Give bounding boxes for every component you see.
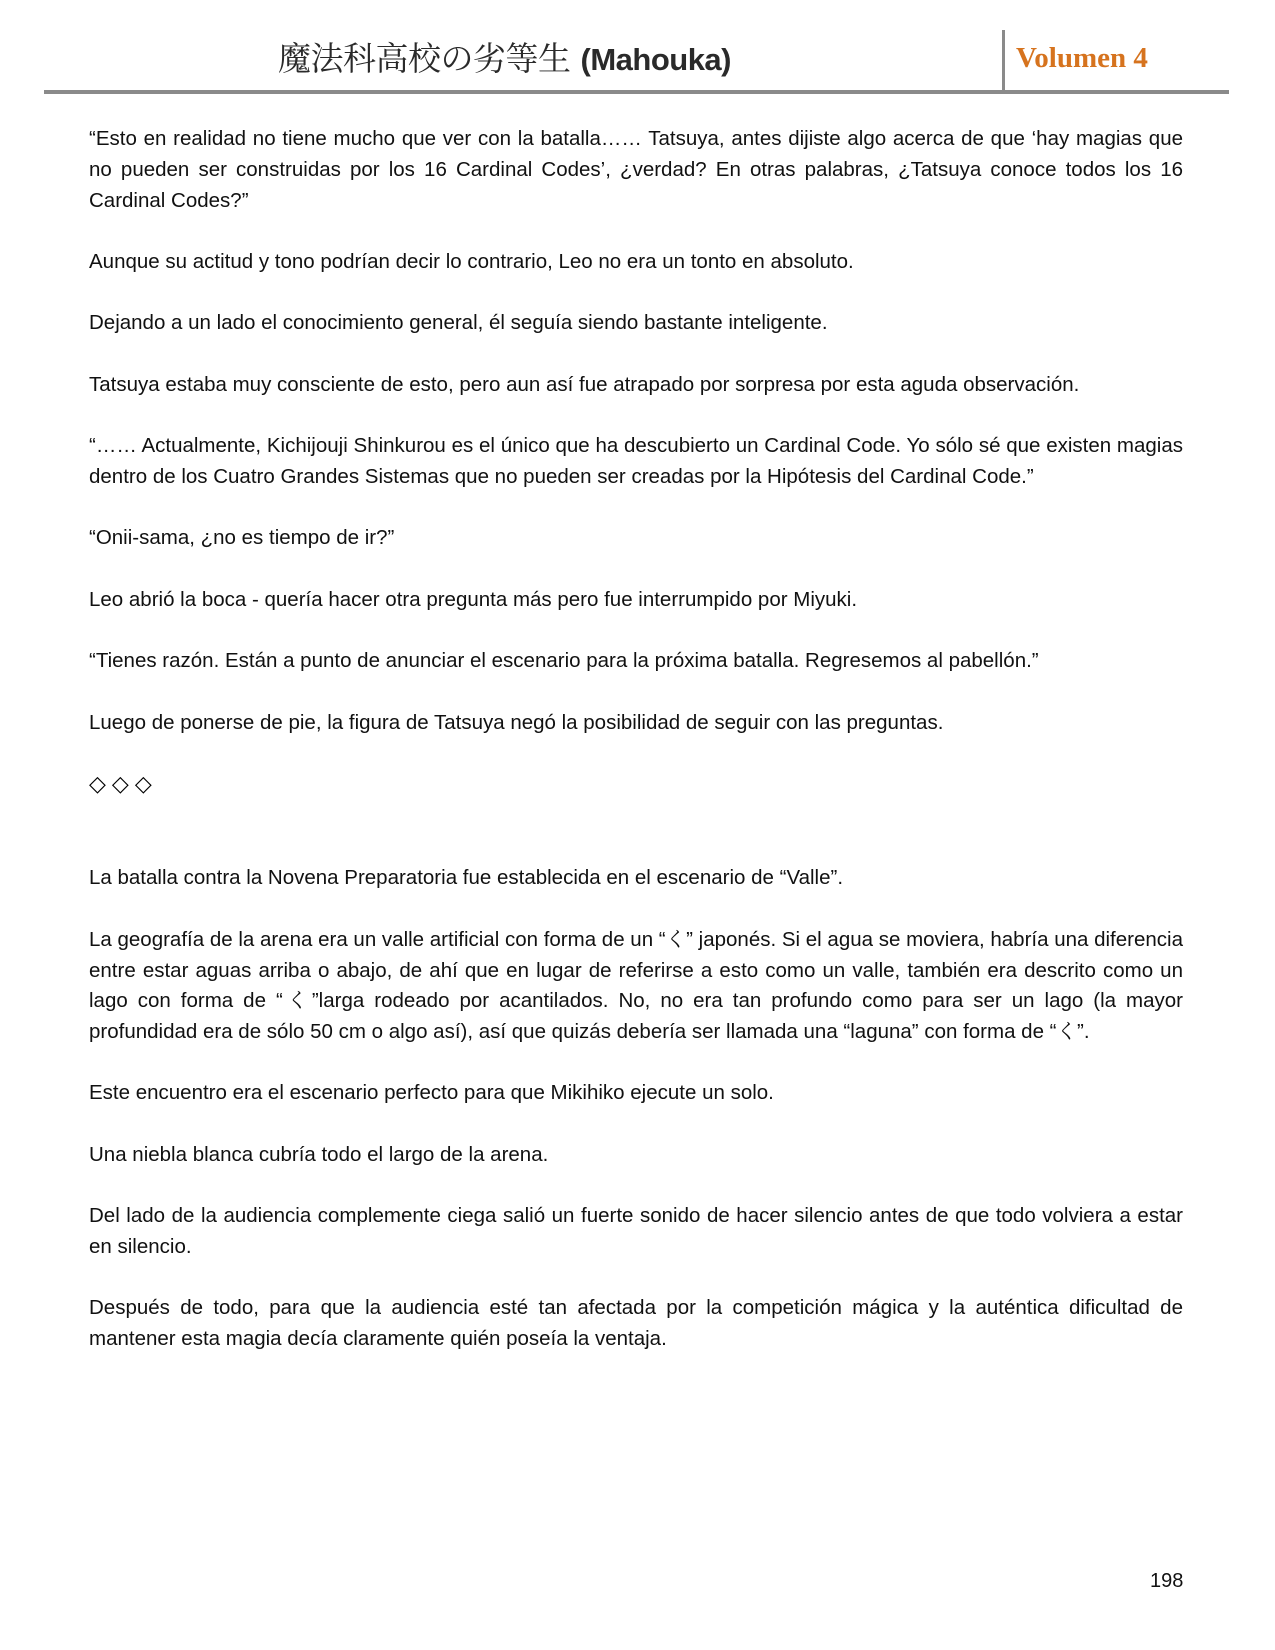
paragraph: “…… Actualmente, Kichijouji Shinkurou es el único que ha descubierto un Cardinal Code. Yo sólo sé que existen magias dentro de los Cuatro Grandes Sistemas que no pueden ser creadas por la Hipótesis del Cardinal Code.” [89,434,1183,488]
page-body [89,124,1183,1386]
header-vertical-divider [1002,30,1005,93]
scene-break-diamonds: ◇◇◇ [89,772,158,798]
book-title-latin: (Mahouka) [580,42,731,77]
paragraph: Luego de ponerse de pie, la figura de Tatsuya negó la posibilidad de seguir con las preguntas. [89,710,944,734]
page-number: 198 [1150,1570,1184,1592]
paragraph: “Esto en realidad no tiene mucho que ver con la batalla…… Tatsuya, antes dijiste algo acerca de que ‘hay magias que no pueden ser construidas por los 16 Cardinal Codes’, ¿verdad? En otras palabras, ¿Tatsuya conoce todos los 16 Cardinal Codes?” [89,127,1183,212]
paragraph: La geografía de la arena era un valle artificial con forma de un “く” japonés. Si el agua se moviera, habría una diferencia entre estar aguas arriba o abajo, de ahí que en lugar de referirse a esto como un valle, también era descrito como un lago con forma de “く”larga rodeado por acantilados. No, no era tan profundo como para ser un lago (la mayor profundidad era de sólo 50 cm o algo así), así que quizás debería ser llamada una “laguna” con forma de “く”. [89,927,1183,1044]
paragraph: Dejando a un lado el conocimiento general, él seguía siendo bastante inteligente. [89,311,828,335]
paragraph: Una niebla blanca cubría todo el largo de la arena. [89,1142,549,1166]
header-horizontal-rule [44,90,1229,94]
paragraph: Tatsuya estaba muy consciente de esto, pero aun así fue atrapado por sorpresa por esta aguda observación. [89,372,1080,396]
paragraph: Aunque su actitud y tono podrían decir lo contrario, Leo no era un tonto en absoluto. [89,249,854,273]
book-title-japanese: 魔法科高校の劣等生 [278,39,571,78]
paragraph: Después de todo, para que la audiencia esté tan afectada por la competición mágica y la auténtica dificultad de mantener esta magia decía claramente quién poseía la ventaja. [89,1296,1183,1351]
paragraph: “Onii-sama, ¿no es tiempo de ir?” [89,526,395,550]
paragraph: Este encuentro era el escenario perfecto para que Mikihiko ejecute un solo. [89,1081,774,1105]
paragraph: “Tienes razón. Están a punto de anunciar el escenario para la próxima batalla. Regresemos al pabellón.” [89,649,1039,673]
book-title [278,36,778,83]
paragraph: La batalla contra la Novena Preparatoria fue establecida en el escenario de “Valle”. [89,866,844,890]
paragraph: Del lado de la audiencia complemente ciega salió un fuerte sonido de hacer silencio antes de que todo volviera a estar en silencio. [89,1204,1183,1259]
paragraph: Leo abrió la boca - quería hacer otra pregunta más pero fue interrumpido por Miyuki. [89,587,858,611]
volume-label: Volumen 4 [1016,42,1148,74]
